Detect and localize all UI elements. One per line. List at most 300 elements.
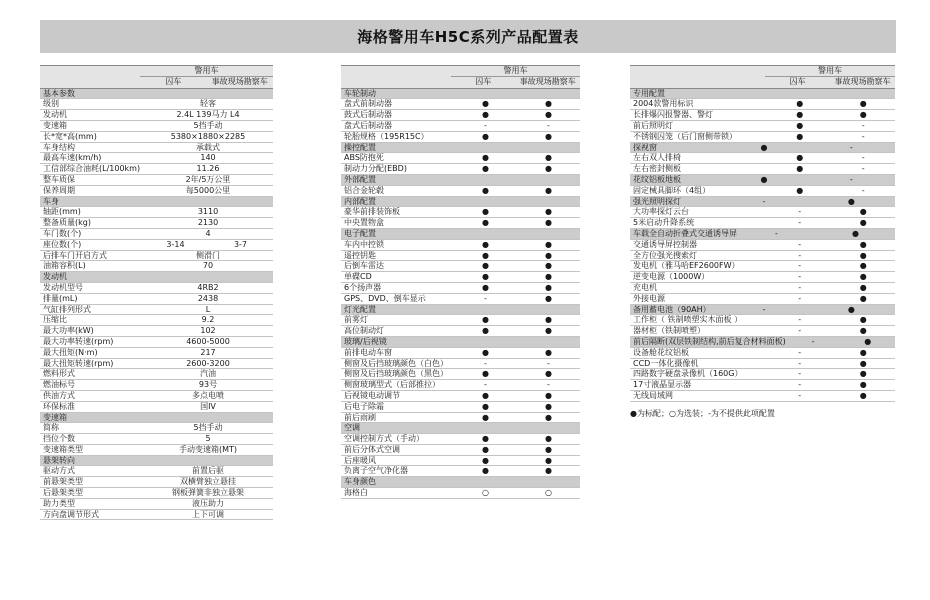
section-row [341, 197, 580, 208]
row-label: 负离子空气净化器 [344, 466, 408, 476]
table-row [40, 240, 273, 251]
value-prison-van: ● [482, 455, 489, 465]
value-prison-van: ● [482, 282, 489, 292]
header-sub2: 事故现场勘察车 [211, 76, 268, 86]
row-label: 燃料形式 [43, 369, 75, 379]
section-row [630, 229, 895, 240]
row-label: ABS防抱死 [344, 153, 384, 163]
table-row [341, 348, 580, 359]
table-row [40, 153, 273, 164]
value-prison-van: ● [482, 239, 489, 249]
table-row [40, 380, 273, 391]
table-row [341, 207, 580, 218]
header-group: 警用车 [451, 66, 580, 77]
value-prison-van: ● [482, 272, 489, 282]
row-label: 长排爆闪报警器、警灯 [633, 110, 713, 120]
value-prison-van: - [775, 228, 778, 238]
table-header [40, 65, 273, 89]
section-row [630, 305, 895, 316]
table-row [40, 391, 273, 402]
row-value: 5挡手动 [193, 423, 223, 433]
table-row [40, 326, 273, 337]
row-label: 车内中控锁 [344, 239, 384, 249]
row-label: 侧窗及后挡玻璃颜色（白色） [344, 358, 448, 368]
value-survey-vehicle: ● [864, 336, 872, 346]
section-row [40, 197, 273, 208]
row-value: 4 [205, 228, 211, 238]
value-prison-van: - [798, 261, 802, 271]
value-survey-vehicle: ● [545, 369, 552, 379]
table-row [40, 186, 273, 197]
value-prison-van: ● [796, 164, 804, 174]
table-row [630, 391, 895, 402]
row-value: 双横臂独立悬挂 [180, 477, 236, 487]
table-row [341, 456, 580, 467]
table-row [40, 315, 273, 326]
row-label: 后电子除霜 [344, 401, 384, 411]
row-label: 驱动方式 [43, 466, 75, 476]
table-row [630, 240, 895, 251]
section-row [341, 175, 580, 186]
value-survey-vehicle: ○ [545, 488, 552, 498]
value-survey-vehicle: ● [545, 390, 552, 400]
row-label: 盘式后制动器 [344, 120, 392, 130]
row-value: 多点电喷 [192, 390, 224, 400]
section-label: 车身颜色 [344, 477, 376, 487]
table-row [40, 121, 273, 132]
row-value: 侧滑门 [196, 250, 220, 260]
table-row [630, 99, 895, 110]
section-row [341, 337, 580, 348]
table-row [40, 251, 273, 262]
row-label: 6个扬声器 [344, 282, 382, 292]
value-survey-vehicle: - [861, 164, 865, 174]
row-value: 2.4L 139马力 L4 [176, 110, 240, 120]
header-sub1: 囚车 [475, 76, 492, 86]
section-label: 玻璃/后视镜 [344, 336, 387, 346]
section-row [40, 413, 273, 424]
section-label: 强光照明探灯 [633, 196, 681, 206]
header-group: 警用车 [140, 66, 273, 77]
table-row [40, 488, 273, 499]
row-label: 铝合金轮毂 [344, 185, 384, 195]
row-label: 制动力分配(EBD) [344, 164, 407, 174]
row-label: 助力类型 [43, 498, 75, 508]
header-sub2: 事故现场勘察车 [834, 76, 891, 86]
row-label: 前悬架类型 [43, 477, 83, 487]
section-label: 车轮制动 [344, 88, 376, 98]
value-survey-vehicle: ● [545, 466, 552, 476]
value-prison-van: ● [796, 120, 804, 130]
row-label: 轴距(mm) [43, 207, 81, 217]
table-row [40, 283, 273, 294]
table-row [341, 315, 580, 326]
value-prison-van: - [798, 326, 802, 336]
row-value: 国IV [200, 401, 216, 411]
row-label: 中央置物盒 [344, 218, 384, 228]
section-label: 专用配置 [633, 88, 665, 98]
value-survey-vehicle: ● [545, 99, 552, 109]
row-label: 工信部综合油耗(L/100km) [43, 164, 141, 174]
value-prison-van: - [798, 390, 802, 400]
row-label: 最大功率(kW) [43, 326, 94, 336]
value-prison-van: ● [482, 218, 489, 228]
section-row [630, 143, 895, 154]
value-survey-vehicle: ● [545, 455, 552, 465]
table-row [630, 272, 895, 283]
table-row [341, 402, 580, 413]
value-prison-van: ● [760, 142, 768, 152]
row-label: 后视镜电动调节 [344, 390, 400, 400]
value-prison-van: ● [482, 99, 489, 109]
row-label: 交通诱导屏控制器 [633, 239, 697, 249]
row-value: 93号 [198, 380, 218, 390]
row-label: 压缩比 [43, 315, 67, 325]
table-row [630, 186, 895, 197]
table-row [40, 477, 273, 488]
legend-note: ●为标配；○为选装；-为不提供此项配置 [630, 409, 775, 418]
section-label: 备用蓄电池（90AH） [633, 304, 711, 314]
value-survey-vehicle: - [861, 185, 865, 195]
section-label: 发动机 [43, 272, 67, 282]
table-row [630, 132, 895, 143]
header-group: 警用车 [765, 66, 895, 77]
section-label: 变速箱 [43, 412, 67, 422]
table-row [341, 294, 580, 305]
table-row [630, 251, 895, 262]
section-row [40, 272, 273, 283]
row-label: 侧窗及后挡玻璃颜色（黑色） [344, 369, 448, 379]
row-label: 工作柜（ 铁制喷塑实木面板 ） [633, 315, 743, 325]
section-label: 基本参数 [43, 88, 75, 98]
row-label: 挡位个数 [43, 434, 75, 444]
row-label: 发电机（雅马哈EF2600FW） [633, 261, 740, 271]
table-row [40, 305, 273, 316]
value-survey-vehicle: ● [859, 380, 867, 390]
table-row [341, 218, 580, 229]
value-survey-vehicle: - [861, 153, 865, 163]
table-row [40, 229, 273, 240]
table-row [40, 261, 273, 272]
value-prison-van: 3-14 [166, 239, 185, 249]
value-survey-vehicle: - [849, 174, 853, 184]
section-row [341, 477, 580, 488]
value-prison-van: ● [796, 99, 804, 109]
row-value: 承载式 [196, 142, 220, 152]
row-label: 大功率探灯云台 [633, 207, 689, 217]
value-survey-vehicle: ● [859, 99, 867, 109]
value-prison-van: ● [482, 434, 489, 444]
table-row [40, 499, 273, 510]
value-prison-van: ● [482, 153, 489, 163]
row-label: 供油方式 [43, 390, 75, 400]
row-value: 每5000公里 [185, 185, 231, 195]
value-survey-vehicle: ● [545, 239, 552, 249]
value-survey-vehicle: ● [847, 304, 855, 314]
value-survey-vehicle: ● [847, 196, 855, 206]
row-label: 整车质保 [43, 174, 75, 184]
table-row [40, 348, 273, 359]
row-value: 5挡手动 [193, 120, 223, 130]
value-prison-van: ● [760, 174, 768, 184]
row-label: 后倒车雷达 [344, 261, 384, 271]
value-prison-van: - [484, 293, 487, 303]
row-value: 液压助力 [192, 498, 224, 508]
page-title: 海格警用车H5C系列产品配置表 [357, 28, 579, 46]
row-label: 逆变电源（1000W） [633, 272, 710, 282]
value-prison-van: - [798, 347, 802, 357]
table-row [40, 445, 273, 456]
row-label: 2004款警用标识 [633, 99, 694, 109]
row-label: 5米启动升降系统 [633, 218, 695, 228]
row-label: 充电机 [633, 282, 657, 292]
value-prison-van: - [484, 358, 487, 368]
value-survey-vehicle: ● [545, 185, 552, 195]
row-label: 左右双人排椅 [633, 153, 681, 163]
value-survey-vehicle: - [547, 380, 550, 390]
row-label: 后座暖风 [344, 455, 376, 465]
value-prison-van: - [798, 239, 802, 249]
value-survey-vehicle: ● [545, 326, 552, 336]
row-label: CCD一体化摄像机 [633, 358, 699, 368]
table-row [40, 434, 273, 445]
row-value: 5 [205, 434, 211, 444]
row-label: 固定械具脚环（4组） [633, 185, 711, 195]
table-row [40, 143, 273, 154]
table-row [341, 164, 580, 175]
table-row [40, 132, 273, 143]
value-survey-vehicle: ● [545, 412, 552, 422]
table-row [40, 164, 273, 175]
value-survey-vehicle: ● [859, 358, 867, 368]
row-label: 17寸液晶显示器 [633, 380, 692, 390]
row-value: 2130 [197, 218, 219, 228]
row-value: 钢板弹簧非独立悬架 [172, 488, 244, 498]
section-label: 空调 [344, 423, 360, 433]
row-value: 2438 [197, 293, 219, 303]
section-label: 电子配置 [344, 228, 376, 238]
section-label: 花纹铝板地板 [633, 174, 681, 184]
row-label: 高位制动灯 [344, 326, 384, 336]
value-survey-vehicle: ● [859, 218, 867, 228]
row-label: 无线局域网 [633, 390, 673, 400]
section-row [630, 337, 895, 348]
section-row [341, 89, 580, 100]
table-row [630, 110, 895, 121]
value-survey-vehicle: 3-7 [233, 239, 248, 249]
value-survey-vehicle: ● [545, 272, 552, 282]
row-label: 前排电动车窗 [344, 347, 392, 357]
row-value: 手动变速箱(MT) [178, 444, 238, 454]
section-row [341, 229, 580, 240]
value-prison-van: ● [796, 110, 804, 120]
value-prison-van: ● [482, 390, 489, 400]
row-label: 全方位强光搜索灯 [633, 250, 697, 260]
row-label: 不锈钢囚笼（后门窗侧带锁） [633, 131, 737, 141]
value-survey-vehicle: ● [545, 110, 552, 120]
value-prison-van: - [798, 369, 802, 379]
spec-table-features [341, 65, 580, 499]
row-value: L [205, 304, 211, 314]
table-row [40, 218, 273, 229]
row-label: GPS、DVD、倒车显示 [344, 293, 426, 303]
table-row [630, 315, 895, 326]
value-prison-van: ○ [482, 488, 489, 498]
section-row [341, 305, 580, 316]
row-label: 设备舱花纹铝板 [633, 347, 689, 357]
row-label: 排量(mL) [43, 293, 78, 303]
table-row [630, 359, 895, 370]
value-prison-van: - [762, 304, 766, 314]
table-row [630, 164, 895, 175]
table-row [40, 99, 273, 110]
value-survey-vehicle: ● [545, 444, 552, 454]
value-prison-van: ● [482, 261, 489, 271]
row-label: 轮胎规格（195R15C） [344, 131, 429, 141]
value-survey-vehicle: ● [545, 131, 552, 141]
table-row [630, 348, 895, 359]
value-prison-van: - [798, 218, 802, 228]
row-label: 级别 [43, 99, 59, 109]
section-label: 操控配置 [344, 142, 376, 152]
table-row [341, 359, 580, 370]
value-survey-vehicle: ● [859, 207, 867, 217]
row-value: 11.26 [196, 164, 220, 174]
table-row [40, 207, 273, 218]
section-row [341, 423, 580, 434]
table-row [341, 391, 580, 402]
value-survey-vehicle: - [547, 358, 550, 368]
value-survey-vehicle: ● [859, 390, 867, 400]
row-label: 保养周期 [43, 185, 75, 195]
row-label: 单碟CD [344, 272, 372, 282]
value-prison-van: ● [482, 207, 489, 217]
table-row [40, 175, 273, 186]
value-survey-vehicle: ● [859, 369, 867, 379]
value-survey-vehicle: ● [545, 261, 552, 271]
row-value: 70 [202, 261, 214, 271]
row-label: 整备质量(kg) [43, 218, 91, 228]
table-row [630, 369, 895, 380]
table-row [341, 272, 580, 283]
value-survey-vehicle: ● [859, 261, 867, 271]
row-label: 遥控钥匙 [344, 250, 376, 260]
table-row [40, 110, 273, 121]
value-survey-vehicle: ● [859, 315, 867, 325]
value-survey-vehicle: ● [859, 293, 867, 303]
row-label: 气缸排列形式 [43, 304, 91, 314]
table-row [630, 326, 895, 337]
row-label: 方向盘调节形式 [43, 509, 99, 519]
row-label: 前后分体式空调 [344, 444, 400, 454]
value-survey-vehicle: ● [545, 153, 552, 163]
row-value: 汽油 [200, 369, 216, 379]
value-prison-van: ● [482, 401, 489, 411]
row-label: 油箱容积(L) [43, 261, 86, 271]
row-label: 盘式前制动器 [344, 99, 392, 109]
value-survey-vehicle: ● [545, 293, 552, 303]
table-row [630, 261, 895, 272]
value-prison-van: ● [482, 185, 489, 195]
table-row [40, 423, 273, 434]
value-prison-van: - [484, 120, 487, 130]
row-value: 140 [200, 153, 216, 163]
value-prison-van: ● [482, 369, 489, 379]
table-row [341, 466, 580, 477]
section-row [630, 89, 895, 100]
section-row [40, 89, 273, 100]
row-value: 4600-5000 [186, 336, 230, 346]
section-label: 前后隔断(双层铁制结构,前后复合材料面板) [633, 336, 786, 346]
value-prison-van: - [798, 315, 802, 325]
table-header [341, 65, 580, 89]
value-survey-vehicle: ● [545, 218, 552, 228]
value-prison-van: ● [482, 110, 489, 120]
value-prison-van: ● [482, 466, 489, 476]
row-label: 最高车速(km/h) [43, 153, 102, 163]
row-label: 变速箱类型 [43, 444, 83, 454]
section-label: 悬架转向 [43, 455, 75, 465]
row-label: 四路数字硬盘录像机（160G） [633, 369, 743, 379]
table-row [341, 380, 580, 391]
section-label: 内部配置 [344, 196, 376, 206]
value-prison-van: ● [796, 185, 804, 195]
table-row [630, 294, 895, 305]
spec-table-special [630, 65, 895, 402]
table-row [341, 99, 580, 110]
table-row [40, 294, 273, 305]
value-survey-vehicle: - [547, 120, 550, 130]
value-prison-van: ● [482, 347, 489, 357]
table-row [341, 413, 580, 424]
row-label: 长*宽*高(mm) [43, 131, 97, 141]
row-value: 5380×1880×2285 [170, 131, 246, 141]
table-row [341, 445, 580, 456]
row-label: 前雾灯 [344, 315, 368, 325]
row-value: 4RB2 [197, 282, 219, 292]
value-prison-van: ● [482, 164, 489, 174]
table-row [341, 186, 580, 197]
table-row [341, 132, 580, 143]
row-label: 后排车门开启方式 [43, 250, 107, 260]
value-prison-van: ● [482, 412, 489, 422]
value-survey-vehicle: ● [859, 239, 867, 249]
section-label: 车载全自动折叠式交通诱导屏 [633, 228, 737, 238]
table-row [630, 283, 895, 294]
value-survey-vehicle: - [849, 142, 853, 152]
table-row [341, 121, 580, 132]
value-survey-vehicle: ● [545, 207, 552, 217]
row-value: 102 [200, 326, 216, 336]
row-label: 左右密封侧板 [633, 164, 681, 174]
row-value: 轻客 [200, 99, 216, 109]
table-row [40, 510, 273, 521]
table-row [341, 153, 580, 164]
table-row [341, 434, 580, 445]
table-row [40, 402, 273, 413]
value-prison-van: - [798, 250, 802, 260]
value-survey-vehicle: ● [859, 272, 867, 282]
row-label: 最大扭矩转速(rpm) [43, 358, 114, 368]
value-prison-van: - [811, 336, 815, 346]
row-label: 豪华前排装饰板 [344, 207, 400, 217]
row-value: 2年/5万公里 [185, 174, 231, 184]
value-prison-van: ● [796, 131, 804, 141]
row-label: 简称 [43, 423, 59, 433]
row-label: 后悬架类型 [43, 488, 83, 498]
title-banner [40, 20, 896, 53]
header-sub1: 囚车 [789, 76, 806, 86]
